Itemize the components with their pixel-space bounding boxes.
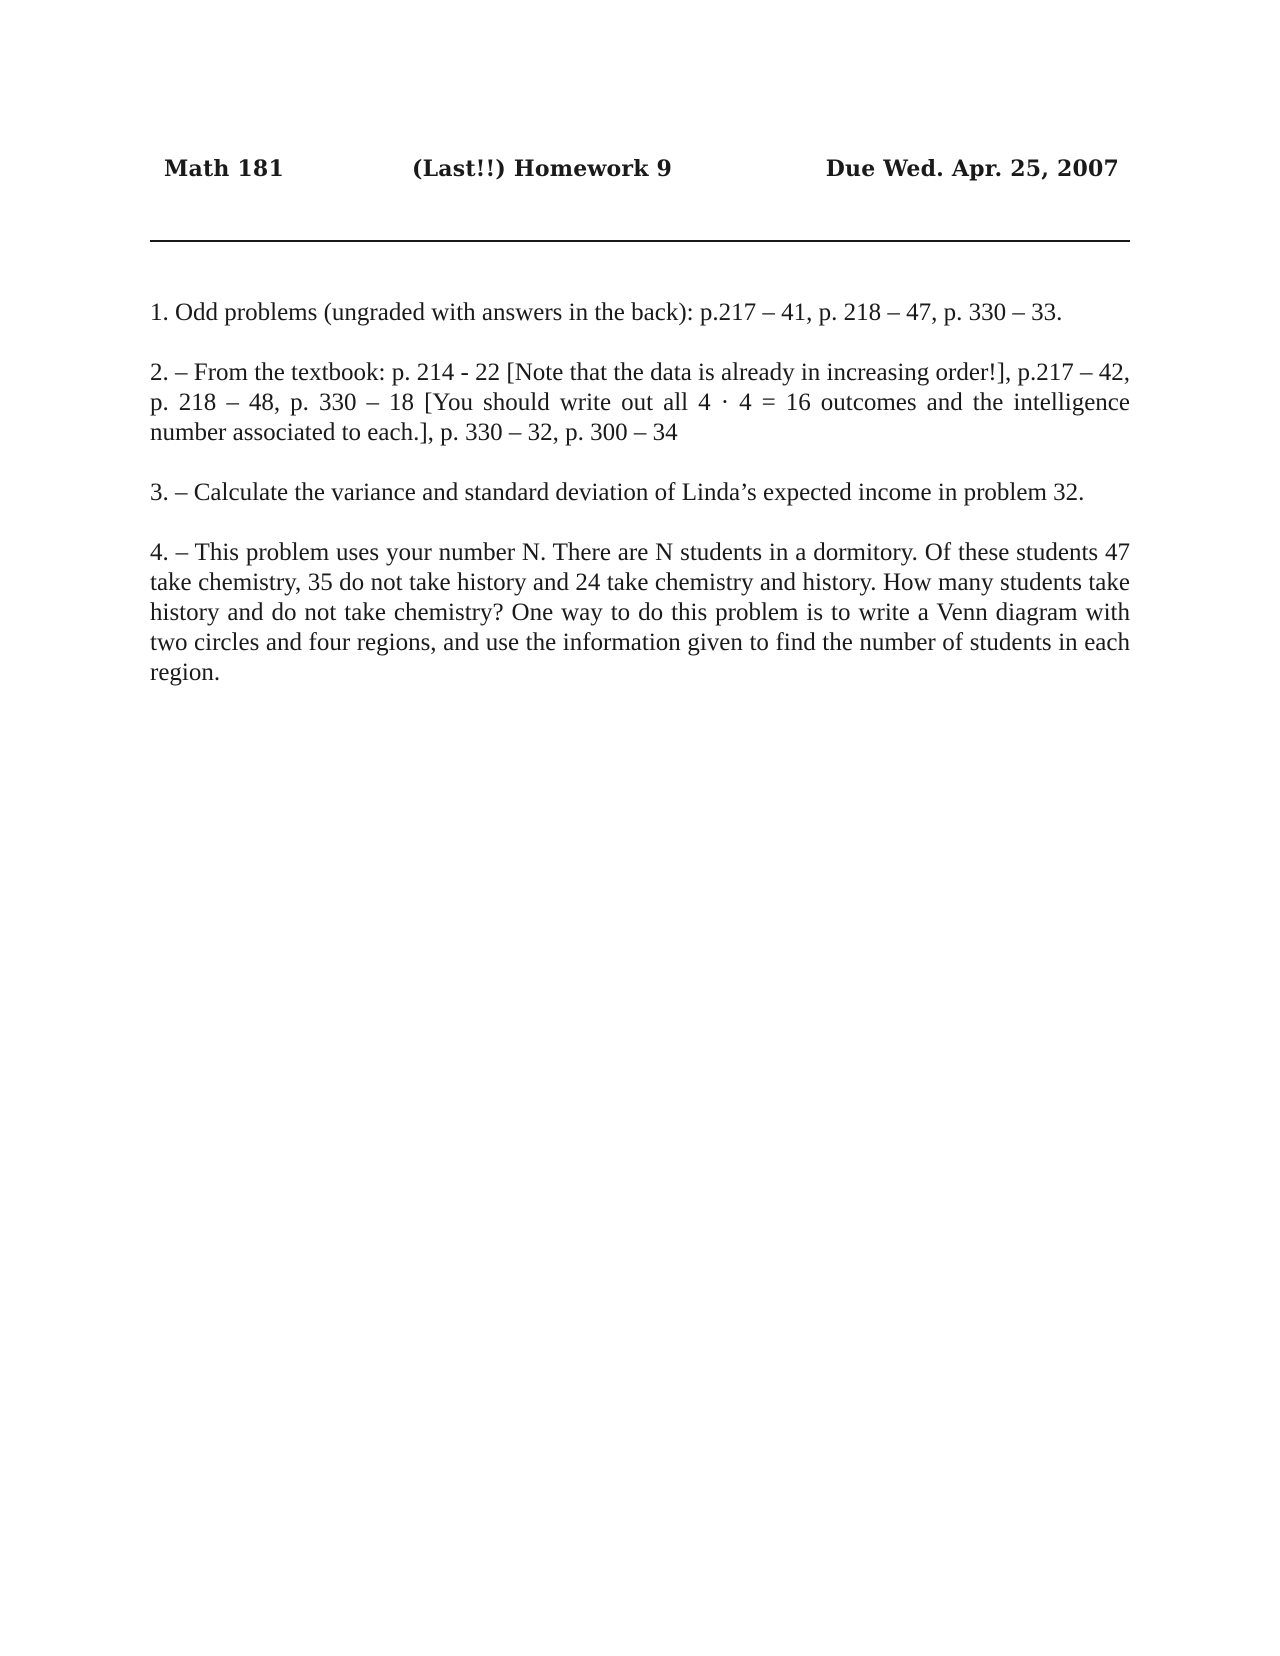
problem-text: – From the textbook: p. 214 - 22 [Note that the data is already in increasing order!], p.217 – 42, p. 218 – 48, p. 330 – 18 [You should write out all 4 · 4 = 16 outcomes and the intelligence number associated to each.], p. 330 – 32, p. 300 – 34 [150,359,1130,446]
problem-number: 4. [150,539,169,566]
problem-3 [150,478,1130,508]
document-header [164,152,1119,186]
header-divider [150,240,1130,242]
problem-list [150,298,1130,688]
problem-2 [150,358,1130,448]
course-name: Math 181 [164,156,284,182]
problem-number: 2. [150,359,169,386]
problem-number: 3. [150,479,169,506]
problem-text: – Calculate the variance and standard deviation of Linda’s expected income in problem 32. [175,479,1085,506]
homework-title: (Last!!) Homework 9 [412,156,673,182]
problem-text: Odd problems (ungraded with answers in the back): p.217 – 41, p. 218 – 47, p. 330 – 33. [175,299,1063,326]
due-date: Due Wed. Apr. 25, 2007 [825,156,1119,182]
problem-4 [150,538,1130,688]
problem-text: – This problem uses your number N. There are N students in a dormitory. Of these students 47 take chemistry, 35 do not take history and 24 take chemistry and history. How many students take history and do not take chemistry? One way to do this problem is to write a Venn diagram with two circles and four regions, and use the information given to find the number of students in each region. [150,539,1131,686]
problem-number: 1. [150,299,169,326]
problem-1 [150,298,1130,328]
